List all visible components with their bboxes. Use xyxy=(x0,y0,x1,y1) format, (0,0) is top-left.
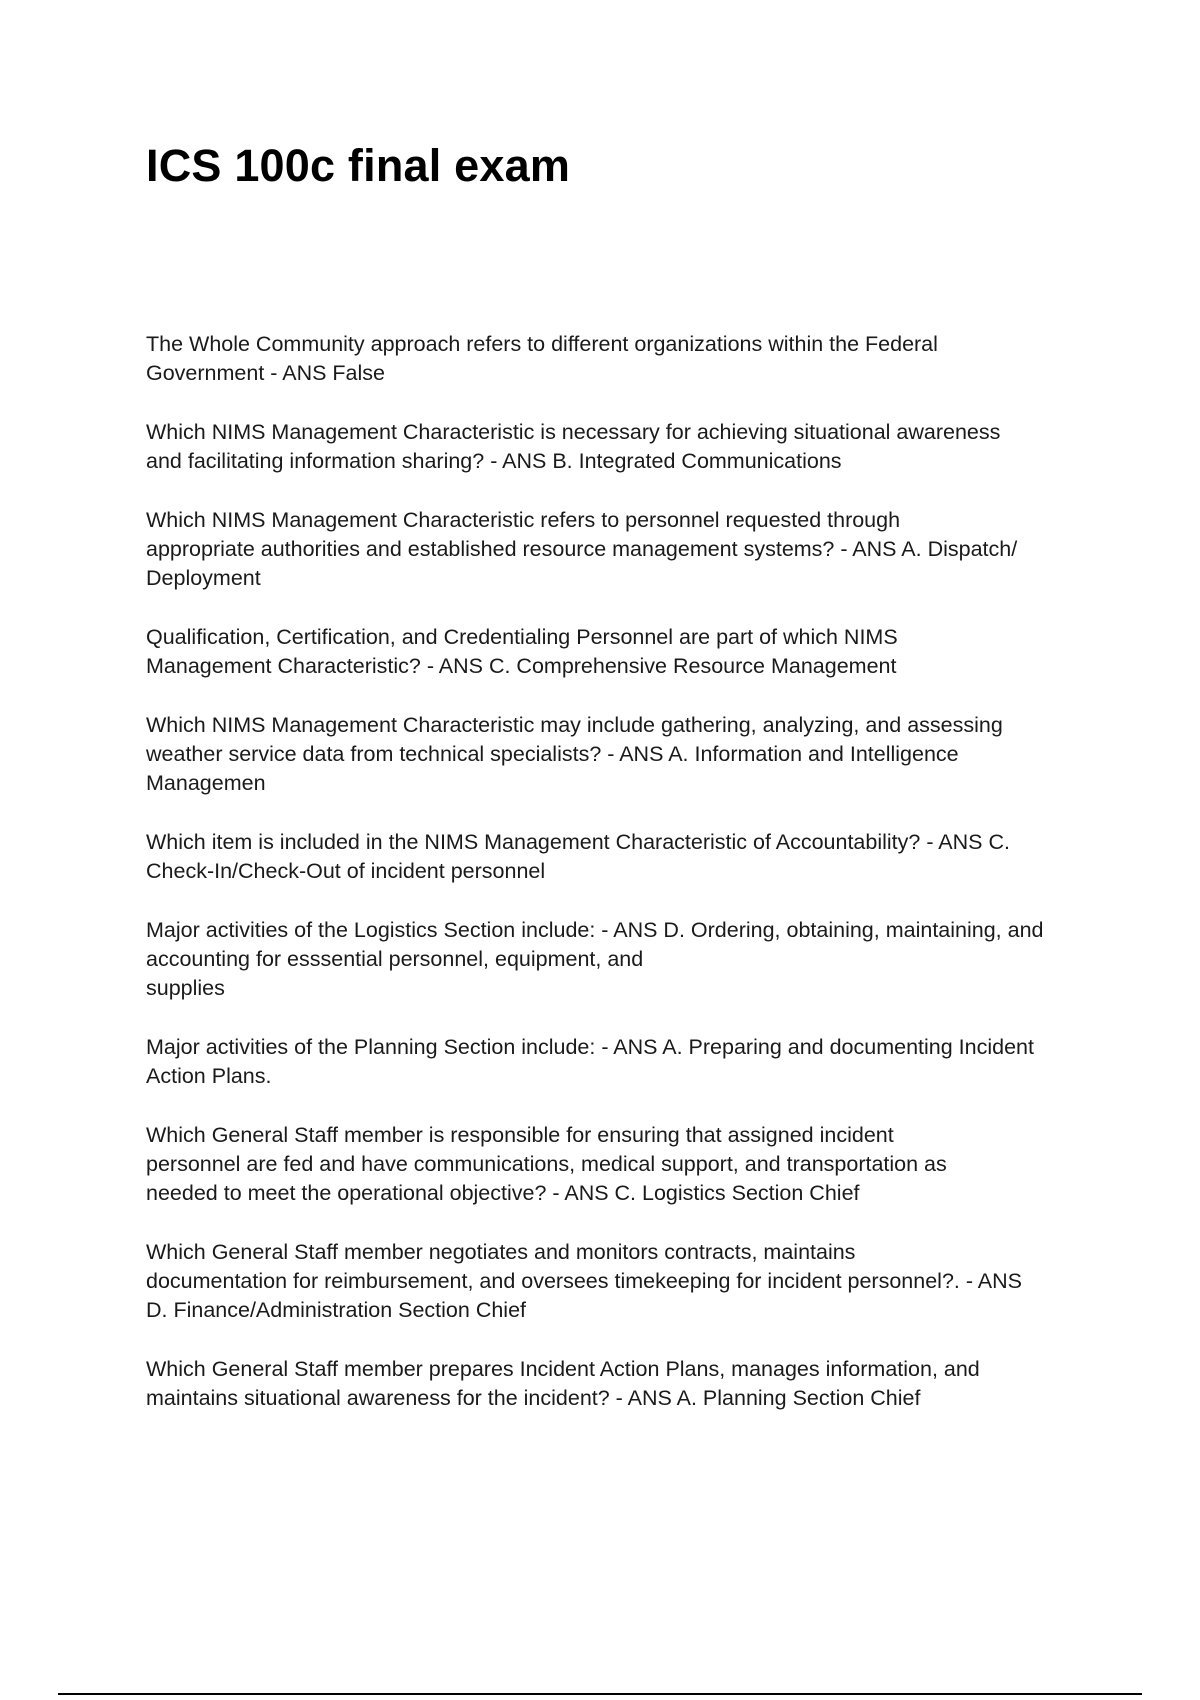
question-answer-item: Which NIMS Management Characteristic may include gathering, analyzing, and assessing weather service data from technical specialists? - ANS A. Information and Intelligence Managemen xyxy=(146,713,1003,795)
question-answer-item: Which NIMS Management Characteristic refers to personnel requested through appropriate authorities and established resource management systems? - ANS A. Dispatch/ Deployment xyxy=(146,508,1018,590)
question-answer-item: Which NIMS Management Characteristic is necessary for achieving situational awareness and facilitating information sharing? - ANS B. Integrated Communications xyxy=(146,420,1001,473)
question-answer-item: Major activities of the Planning Section include: - ANS A. Preparing and documenting Incident Action Plans. xyxy=(146,1035,1034,1088)
question-answer-item: Which General Staff member negotiates and monitors contracts, maintains documentation for reimbursement, and oversees timekeeping for incident personnel?. - ANS D. Finance/Administration Section Chief xyxy=(146,1240,1022,1322)
question-answer-item: Which item is included in the NIMS Management Characteristic of Accountability? - ANS C. Check-In/Check-Out of incident personnel xyxy=(146,830,1010,883)
question-answer-item: Qualification, Certification, and Credentialing Personnel are part of which NIMS Management Characteristic? - ANS C. Comprehensive Resource Management xyxy=(146,625,898,678)
footer-divider xyxy=(58,1693,1142,1695)
question-answer-item: Which General Staff member is responsible for ensuring that assigned incident personnel are fed and have communications, medical support, and transportation as needed to meet the operational objective? - ANS C. Logistics Section Chief xyxy=(146,1123,947,1205)
question-list xyxy=(146,330,1096,1443)
question-answer-item: The Whole Community approach refers to different organizations within the Federal Government - ANS False xyxy=(146,332,938,385)
question-answer-item: Major activities of the Logistics Section include: - ANS D. Ordering, obtaining, maintaining, and accounting for esssential personnel, equipment, and supplies xyxy=(146,918,1044,1000)
page-title: ICS 100c final exam xyxy=(146,140,571,191)
question-answer-item: Which General Staff member prepares Incident Action Plans, manages information, and maintains situational awareness for the incident? - ANS A. Planning Section Chief xyxy=(146,1357,980,1410)
